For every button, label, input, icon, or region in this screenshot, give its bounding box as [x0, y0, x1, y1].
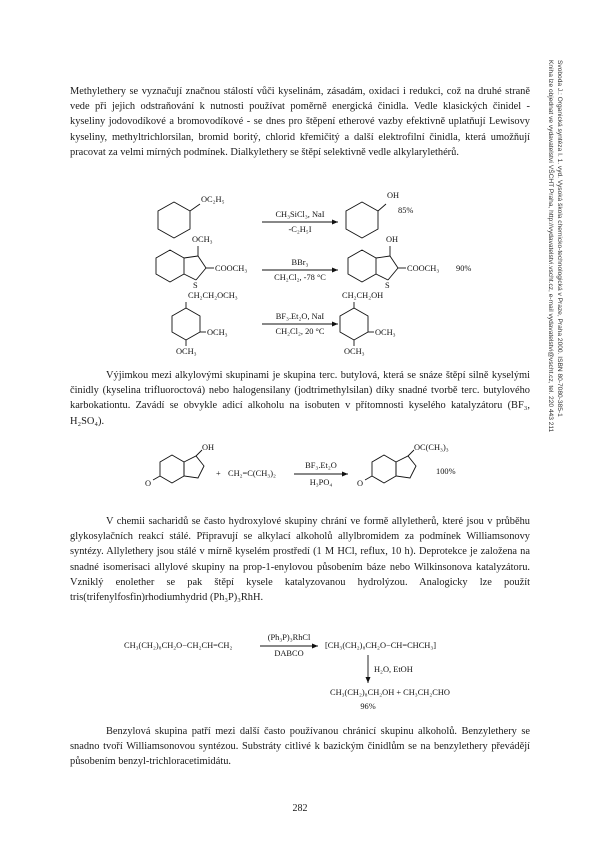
scheme2-reagent-top: BF₃.Et₂O: [305, 461, 337, 470]
r2-substituent-top: OCH₃: [192, 235, 213, 244]
scheme-tert-butyl-ether: [140, 440, 470, 500]
r3-substituent-top: CH₂CH₂OCH₃: [188, 291, 238, 300]
scheme3-substrate: CH₃(CH₂)₈CH₂O−CH₂CH=CH₂: [124, 641, 233, 650]
bicyclic-ring-a: [160, 455, 184, 483]
r2-product-heteroatom: S: [385, 281, 390, 290]
bicyclic-ring-b: [184, 456, 204, 478]
r1-substituent: OC₂H₅: [201, 195, 225, 204]
r2-heteroatom: S: [193, 281, 198, 290]
paragraph-methylethers: Methylethery se vyznačují značnou stálostí vůči kyselinám, zásadám, oxidaci i redukci, což na druhé straně vede při jejich odstraňování k nutnosti používat poměrně energická činidla. Vedle klasických činidel - kyseliny jodovodíkové a bromovodíkové - se dnes pro štěpení etherové vazby efektivně uplatňují Lewisovy kyseliny, methyltrichlorsilan, bromid boritý, chlorid křemičitý a další elektrofilní činidla, která umožňují pracovat za velmi mírných podmínek. Dialkylethery se štěpí selektivně vedle alkylarylethérů.: [70, 86, 530, 158]
arrowhead-3: [332, 322, 338, 327]
page-number: 282: [292, 803, 308, 814]
reagent-isobutene: CH₂=C(CH₃)₂: [228, 469, 276, 478]
r2-reagent-bottom: CH₂Cl₂, -78 °C: [274, 273, 326, 282]
r2-yield: 90%: [456, 264, 472, 273]
arrowhead-1: [332, 220, 338, 225]
substrate-oxo: O: [145, 479, 152, 488]
benzothiophene-benzo-ring: [156, 250, 184, 282]
side-citation: [547, 60, 588, 620]
r1-reagent-top: CH₃SiCl₃, NaI: [275, 210, 325, 219]
aromatic-ring-product: [340, 308, 368, 340]
scheme-ether-cleavage: [140, 180, 500, 360]
r2-product-right: COOCH₃: [407, 264, 440, 273]
r3-substituent-mid: OCH₃: [207, 328, 228, 337]
r3-product-bottom: OCH₃: [344, 347, 365, 356]
side-citation-text: [536, 60, 564, 620]
scheme2-yield: 100%: [436, 467, 456, 476]
cyclohexane-ring: [158, 202, 190, 238]
substrate-oh: OH: [202, 443, 215, 452]
scheme2-product-group: OC(CH₃)₃: [414, 443, 449, 452]
product-ring-b: [396, 456, 416, 478]
r1-product-group: OH: [387, 191, 400, 200]
scheme2-reagent-bottom: H₃PO₄: [309, 478, 333, 487]
scheme3-yield: 96%: [360, 702, 376, 711]
r3-substituent-bottom: OCH₃: [176, 347, 197, 356]
scheme3-intermediate: [CH₃(CH₂)₈CH₂O−CH=CHCH₃]: [325, 641, 437, 650]
arrowhead-2: [332, 268, 338, 273]
r3-reagent-top: BF₃.Et₂O, NaI: [275, 312, 325, 321]
product-benzo-ring: [348, 250, 376, 282]
citation-line-1: Svoboda J.: Organická syntéza I. 1. vyd. Vysoká škola chemicko-technologická v Praze, Praha 2000. ISBN 80-7080-385-1: [556, 60, 563, 417]
arrowhead-4: [342, 472, 348, 477]
r2-substituent-right: COOCH₃: [215, 264, 248, 273]
product-oxo: O: [357, 479, 364, 488]
scheme3-hydrolysis-reagent: H₂O, EtOH: [374, 665, 413, 674]
r1-yield: 85%: [398, 206, 414, 215]
scheme3-reagent-bottom: DABCO: [274, 649, 304, 658]
r3-product-mid: OCH₃: [375, 328, 396, 337]
r2-product-top: OH: [386, 235, 399, 244]
paragraph-tert-butyl: Výjimkou mezi alkylovými skupinami je skupina terc. butylová, která se snáze štěpí silně kyselými činidly (kyselina trifluoroctová) nebo halogensilany (jodtrimethylsilan) díky snadné tvorbě terc. butylového karbokationtu. Zavádí se obvykle adicí alkoholu na isobuten v přítomnosti kyselého katalyzátoru (BF₃, H₂SO₄).: [70, 370, 530, 427]
scheme3-reagent-top: (Ph₃P)₃RhCl: [267, 633, 311, 642]
paragraph-benzyl-ethers: Benzylová skupina patří mezi další často používanou chránicí skupinu alkoholů. Benzylethery se snadno tvoří Williamsonovou syntézou. Substráty citlivé k bazickým činidlům se na benzylethery převádějí působením benzyl-trichloracetimidátu.: [70, 726, 530, 768]
r3-product-top: CH₂CH₂OH: [342, 291, 384, 300]
arrowhead-6: [366, 677, 371, 683]
arrowhead-5: [312, 644, 318, 649]
plus-sign: +: [216, 469, 221, 478]
r3-reagent-bottom: CH₂Cl₂, 20 °C: [275, 327, 325, 336]
product-ring-a: [372, 455, 396, 483]
aromatic-ring-substrate: [172, 308, 200, 340]
scheme3-products: CH₃(CH₂)₈CH₂OH + CH₃CH₂CHO: [330, 688, 450, 697]
citation-line-2: Kniha lze objednat ve vydavatelství VŠCHT Praha, http://vydavatelstvi.vscht.cz, e-mail vydavatelstvi@vscht.cz, tel. 220 443 211: [547, 60, 554, 433]
r2-reagent-top: BBr₃: [291, 258, 309, 267]
cyclohexanol-ring: [346, 202, 378, 238]
scheme-allyl-deprotection: [120, 628, 480, 714]
paragraph-allyl-ethers: V chemii sacharidů se často hydroxylové skupiny chrání ve formě allyletherů, které jsou v průběhu glykosylačních reakcí stálé. Připravují se alkylací alkoholů allylbromidem za podmínek Williamsonovy syntézy. Allylethery jsou stálé v mírně kyselém prostředí (1 M HCl, reflux, 10 h). Deprotekce je založena na snadné isomerisaci allylové skupiny na prop-1-enylovou působením báze nebo Wilkinsonova katalyzátoru. Vzniklý enolether se pak štěpí kysele katalyzovanou hydrolýzou. Analogicky lze použít tris(trifenylfosfin)rhodiumhydrid (Ph₃P)₃RhH.: [70, 516, 530, 604]
r1-reagent-bottom: -C₂H₅I: [288, 225, 312, 234]
